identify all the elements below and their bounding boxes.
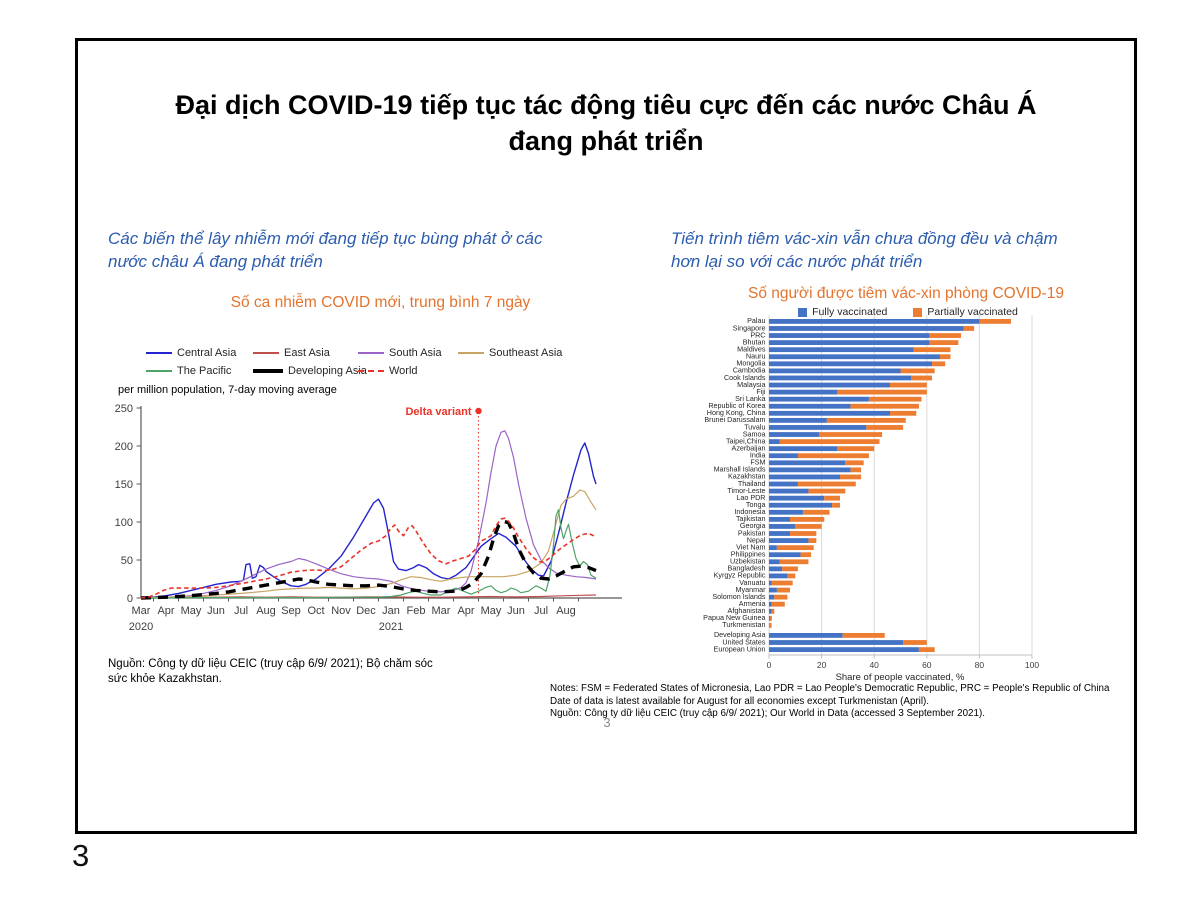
covid-cases-line-chart	[106, 398, 651, 648]
inner-slide-page-number: 3	[603, 715, 611, 730]
bar-label-united-states: United States	[722, 637, 766, 647]
bar-label-nauru: Nauru	[745, 351, 766, 361]
bar-label-pakistan: Pakistan	[737, 528, 766, 538]
bar-partially-palau	[979, 319, 1011, 324]
legend-label: South Asia	[389, 347, 442, 359]
bar-partially-thailand	[798, 482, 856, 487]
legend-item-developing-asia	[253, 365, 367, 377]
bar-partially-hong-kong-china	[890, 411, 916, 416]
svg-text:May: May	[180, 605, 202, 617]
bar-label-bhutan: Bhutan	[742, 337, 766, 347]
bar-chart-notes	[550, 683, 1160, 721]
bar-partially-fsm	[845, 460, 863, 465]
bar-label-papua-new-guinea: Papua New Guinea	[703, 613, 766, 623]
bar-partially-azerbaijan	[837, 446, 874, 451]
bar-label-armenia: Armenia	[738, 599, 766, 608]
svg-text:2020: 2020	[128, 621, 154, 633]
left-chart-source	[108, 657, 558, 687]
bar-fully-papua-new-guinea	[769, 616, 770, 621]
bar-fully-bangladesh	[769, 566, 782, 571]
bar-partially-sri-lanka	[869, 397, 922, 402]
bar-fully-maldives	[769, 347, 914, 352]
bar-partially-viet-nam	[777, 545, 814, 550]
bar-label-fiji: Fiji	[756, 386, 766, 396]
right-heading-line2: hơn lại so với các nước phát triển	[671, 252, 923, 271]
bar-fully-tuvalu	[769, 425, 866, 430]
bar-partially-solomon-islands	[774, 595, 787, 600]
bar-partially-developing-asia	[843, 633, 885, 638]
svg-text:60: 60	[922, 660, 932, 670]
bar-partially-papua-new-guinea	[770, 616, 772, 621]
bar-label-lao-pdr: Lao PDR	[736, 492, 766, 502]
svg-text:100: 100	[114, 517, 133, 529]
bar-partially-myanmar	[777, 588, 790, 593]
bar-label-bangladesh: Bangladesh	[727, 563, 766, 573]
legend-item-world	[358, 365, 458, 377]
legend-item-central-asia	[146, 347, 253, 359]
bar-fully-afghanistan	[769, 609, 772, 614]
bar-partially-prc	[929, 333, 961, 338]
svg-text:50: 50	[120, 555, 133, 567]
svg-text:Aug: Aug	[256, 605, 276, 617]
bar-label-indonesia: Indonesia	[734, 507, 766, 517]
bar-fully-cambodia	[769, 368, 901, 373]
bar-partially-vanuatu	[772, 581, 793, 586]
vaccination-bar-chart	[671, 303, 1131, 693]
bar-label-taipei-china: Taipei,China	[725, 436, 766, 446]
bar-partially-tajikistan	[790, 517, 824, 522]
bar-partially-lao-pdr	[824, 496, 840, 501]
slide-title-line2: đang phát triển	[508, 126, 704, 156]
bar-label-viet-nam: Viet Nam	[736, 542, 766, 552]
bar-partially-maldives	[914, 347, 951, 352]
bar-fully-marshall-islands	[769, 467, 851, 472]
right-heading-line1: Tiến trình tiêm vác-xin vẫn chưa đồng đều và chậm	[671, 229, 1058, 248]
bar-fully-kazakhstan	[769, 475, 840, 480]
svg-text:Dec: Dec	[356, 605, 376, 617]
bar-label-republic-of-korea: Republic of Korea	[708, 401, 766, 411]
bar-label-samoa: Samoa	[742, 429, 766, 439]
bar-fully-republic-of-korea	[769, 404, 851, 409]
bar-partially-republic-of-korea	[851, 404, 919, 409]
bar-label-maldives: Maldives	[737, 344, 766, 354]
bar-fully-kyrgyz-republic	[769, 574, 787, 579]
bar-partially-marshall-islands	[851, 467, 862, 472]
bar-fully-uzbekistan	[769, 559, 780, 564]
legend-item-southeast-asia	[458, 347, 562, 359]
bar-fully-vanuatu	[769, 581, 772, 586]
bar-partially-indonesia	[803, 510, 829, 515]
bar-fully-singapore	[769, 326, 964, 331]
bar-label-marshall-islands: Marshall Islands	[713, 464, 766, 474]
legend-item-south-asia	[358, 347, 458, 359]
bar-partially-cambodia	[901, 368, 935, 373]
bar-fully-armenia	[769, 602, 772, 607]
bar-fully-malaysia	[769, 383, 890, 388]
bar-label-prc: PRC	[750, 330, 766, 340]
bar-partially-afghanistan	[772, 609, 775, 614]
bar-label-mongolia: Mongolia	[736, 358, 766, 368]
bar-partially-uzbekistan	[780, 559, 809, 564]
bar-label-vanuatu: Vanuatu	[739, 577, 766, 587]
bar-label-malaysia: Malaysia	[737, 379, 766, 389]
line-chart-legend	[146, 347, 562, 377]
bar-fully-cook-islands	[769, 376, 911, 381]
bar-label-tajikistan: Tajikistan	[735, 514, 766, 524]
bar-partially-georgia	[795, 524, 821, 529]
bar-partially-armenia	[772, 602, 785, 607]
legend-label: Developing Asia	[288, 365, 367, 377]
bar-label-turkmenistan: Turkmenistan	[722, 620, 766, 630]
bar-fully-viet-nam	[769, 545, 777, 550]
bar-label-tuvalu: Tuvalu	[744, 422, 766, 432]
bar-label-singapore: Singapore	[732, 323, 766, 333]
bar-partially-pakistan	[790, 531, 816, 536]
bar-label-developing-asia: Developing Asia	[713, 630, 766, 640]
bar-label-afghanistan: Afghanistan	[727, 606, 766, 616]
bar-partially-brunei-darussalam	[827, 418, 906, 423]
the-pacific-line-swatch	[146, 370, 172, 372]
svg-text:Nov: Nov	[331, 605, 351, 617]
bar-fully-taipei-china	[769, 439, 780, 444]
bar-partially-turkmenistan	[769, 623, 772, 628]
svg-text:May: May	[480, 605, 502, 617]
svg-text:20: 20	[816, 660, 827, 670]
right-panel-heading	[671, 227, 1146, 273]
svg-text:150: 150	[114, 479, 133, 491]
page-number: 3	[72, 838, 90, 873]
svg-text:Oct: Oct	[307, 605, 325, 617]
svg-text:Jul: Jul	[233, 605, 249, 617]
bar-label-kyrgyz-republic: Kyrgyz Republic	[713, 570, 766, 580]
bar-label-azerbaijan: Azerbaijan	[731, 443, 766, 453]
bar-partially-united-states	[903, 640, 927, 645]
bar-partially-nauru	[940, 354, 951, 359]
legend-label: The Pacific	[177, 365, 232, 377]
svg-text:Jun: Jun	[507, 605, 525, 617]
svg-text:Mar: Mar	[131, 605, 151, 617]
bar-fully-timor-leste	[769, 489, 808, 494]
bar-label-philippines: Philippines	[730, 549, 766, 559]
bar-partially-bhutan	[929, 340, 958, 345]
bar-partially-mongolia	[932, 361, 945, 366]
bar-partially-timor-leste	[808, 489, 845, 494]
svg-text:Jul: Jul	[533, 605, 549, 617]
bar-fully-nauru	[769, 354, 940, 359]
bar-label-fsm: FSM	[750, 457, 766, 467]
legend-label: Partially vaccinated	[927, 306, 1018, 318]
slide-title	[78, 87, 1134, 159]
bar-fully-thailand	[769, 482, 798, 487]
bar-partially-nepal	[808, 538, 816, 543]
delta-variant-annotation: Delta variant	[405, 406, 472, 418]
bar-partially-malaysia	[890, 383, 927, 388]
svg-text:0: 0	[766, 660, 772, 670]
bar-fully-tajikistan	[769, 517, 790, 522]
legend-label: East Asia	[284, 347, 330, 359]
svg-text:Aug: Aug	[556, 605, 576, 617]
bar-label-cambodia: Cambodia	[732, 365, 766, 375]
slide-title-line1: Đại dịch COVID-19 tiếp tục tác động tiêu cực đến các nước Châu Á	[175, 90, 1037, 120]
bar-label-brunei-darussalam: Brunei Darussalam	[704, 415, 766, 425]
bar-fully-myanmar	[769, 588, 777, 593]
bar-fully-solomon-islands	[769, 595, 774, 600]
bar-partially-tuvalu	[866, 425, 903, 430]
world-line-swatch	[358, 370, 384, 372]
bar-fully-india	[769, 453, 798, 458]
bar-fully-european-union	[769, 647, 919, 652]
left-source-line1: Nguồn: Công ty dữ liệu CEIC (truy cập 6/9/ 2021); Bộ chăm sóc	[108, 658, 433, 670]
bar-fully-developing-asia	[769, 633, 843, 638]
bar-fully-bhutan	[769, 340, 929, 345]
left-panel-heading	[108, 227, 618, 273]
bar-label-hong-kong-china: Hong Kong, China	[706, 408, 766, 418]
notes-line2: Date of data is latest available for August for all economies except Turkmenistan (April).	[550, 695, 929, 707]
bar-chart-x-axis-label: Share of people vaccinated, %	[835, 672, 965, 683]
bar-partially-european-union	[919, 647, 935, 652]
bar-label-solomon-islands: Solomon Islands	[712, 591, 766, 601]
bar-chart-title: Số người được tiêm vác-xin phòng COVID-19	[748, 285, 1064, 302]
bar-fully-mongolia	[769, 361, 932, 366]
notes-line3: Nguồn: Công ty dữ liệu CEIC (truy cập 6/9/ 2021); Our World in Data (accessed 3 September 2021).	[550, 708, 985, 720]
legend-item-east-asia	[253, 347, 358, 359]
legend-item-the-pacific	[146, 365, 253, 377]
bar-fully-fsm	[769, 460, 845, 465]
bar-label-european-union: European Union	[713, 644, 766, 654]
svg-text:0: 0	[126, 593, 133, 605]
bar-label-georgia: Georgia	[739, 521, 766, 531]
bar-partially-india	[798, 453, 869, 458]
bar-partially-kazakhstan	[840, 475, 861, 480]
svg-text:Apr: Apr	[457, 605, 475, 617]
svg-text:250: 250	[114, 403, 133, 415]
legend-label: Fully vaccinated	[812, 306, 888, 318]
legend-label: World	[389, 365, 418, 377]
svg-text:100: 100	[1024, 660, 1040, 670]
bar-label-india: India	[749, 450, 766, 460]
east-asia-line-swatch	[253, 352, 279, 354]
bar-fully-azerbaijan	[769, 446, 837, 451]
bar-partially-bangladesh	[782, 566, 798, 571]
series-south-asia	[141, 431, 596, 598]
bar-fully-palau	[769, 319, 979, 324]
bar-partially-cook-islands	[911, 376, 932, 381]
line-chart-axis-note: per million population, 7-day moving average	[118, 384, 337, 396]
bar-fully-hong-kong-china	[769, 411, 890, 416]
bar-fully-georgia	[769, 524, 795, 529]
bar-partially-fiji	[837, 390, 926, 395]
bar-label-kazakhstan: Kazakhstan	[727, 471, 766, 481]
bar-fully-philippines	[769, 552, 801, 557]
bar-label-cook-islands: Cook Islands	[723, 372, 766, 382]
svg-text:Jan: Jan	[382, 605, 400, 617]
svg-text:2021: 2021	[378, 621, 404, 633]
bar-fully-nepal	[769, 538, 808, 543]
line-chart-title: Số ca nhiễm COVID mới, trung bình 7 ngày	[230, 294, 531, 311]
slide-frame	[75, 38, 1137, 834]
svg-text:40: 40	[869, 660, 879, 670]
bar-label-timor-leste: Timor-Leste	[727, 485, 766, 495]
legend-label: Central Asia	[177, 347, 237, 359]
bar-label-thailand: Thailand	[737, 478, 766, 488]
bar-fully-indonesia	[769, 510, 803, 515]
svg-text:Mar: Mar	[431, 605, 451, 617]
bar-fully-lao-pdr	[769, 496, 824, 501]
bar-label-uzbekistan: Uzbekistan	[729, 556, 766, 566]
bar-fully-brunei-darussalam	[769, 418, 827, 423]
bar-fully-fiji	[769, 390, 837, 395]
developing-asia-line-swatch	[253, 369, 283, 373]
bar-fully-samoa	[769, 432, 819, 437]
bar-label-nepal: Nepal	[746, 535, 766, 545]
bar-partially-kyrgyz-republic	[787, 574, 795, 579]
south-asia-line-swatch	[358, 352, 384, 354]
svg-text:Jun: Jun	[207, 605, 225, 617]
bar-fully-sri-lanka	[769, 397, 869, 402]
bar-partially-tonga	[832, 503, 840, 508]
bar-fully-united-states	[769, 640, 903, 645]
bar-label-sri-lanka: Sri Lanka	[735, 393, 766, 403]
svg-text:Apr: Apr	[157, 605, 175, 617]
svg-text:200: 200	[114, 441, 133, 453]
bar-partially-philippines	[801, 552, 812, 557]
svg-text:Sep: Sep	[281, 605, 301, 617]
series-southeast-asia	[141, 490, 596, 598]
notes-line1: Notes: FSM = Federated States of Micronesia, Lao PDR = Lao People's Democratic Republic, PRC = People's Republic of China	[550, 683, 1110, 694]
bar-fully-tonga	[769, 503, 832, 508]
bar-partially-singapore	[964, 326, 975, 331]
bar-fully-prc	[769, 333, 929, 338]
central-asia-line-swatch	[146, 352, 172, 354]
bar-label-tonga: Tonga	[745, 500, 766, 510]
left-source-line2: sức khỏe Kazakhstan.	[108, 673, 222, 685]
bar-fully-pakistan	[769, 531, 790, 536]
left-heading-line2: nước châu Á đang phát triển	[108, 252, 323, 271]
left-heading-line1: Các biến thể lây nhiễm mới đang tiếp tục bùng phát ở các	[108, 229, 543, 248]
delta-variant-dot	[475, 408, 481, 414]
svg-text:80: 80	[974, 660, 985, 670]
legend-label: Southeast Asia	[489, 347, 563, 359]
svg-text:Feb: Feb	[406, 605, 426, 617]
series-central-asia	[141, 443, 596, 598]
bar-label-myanmar: Myanmar	[735, 584, 766, 594]
bar-partially-samoa	[819, 432, 882, 437]
southeast-asia-line-swatch	[458, 352, 484, 354]
bar-partially-taipei-china	[780, 439, 880, 444]
bar-label-palau: Palau	[747, 316, 766, 326]
